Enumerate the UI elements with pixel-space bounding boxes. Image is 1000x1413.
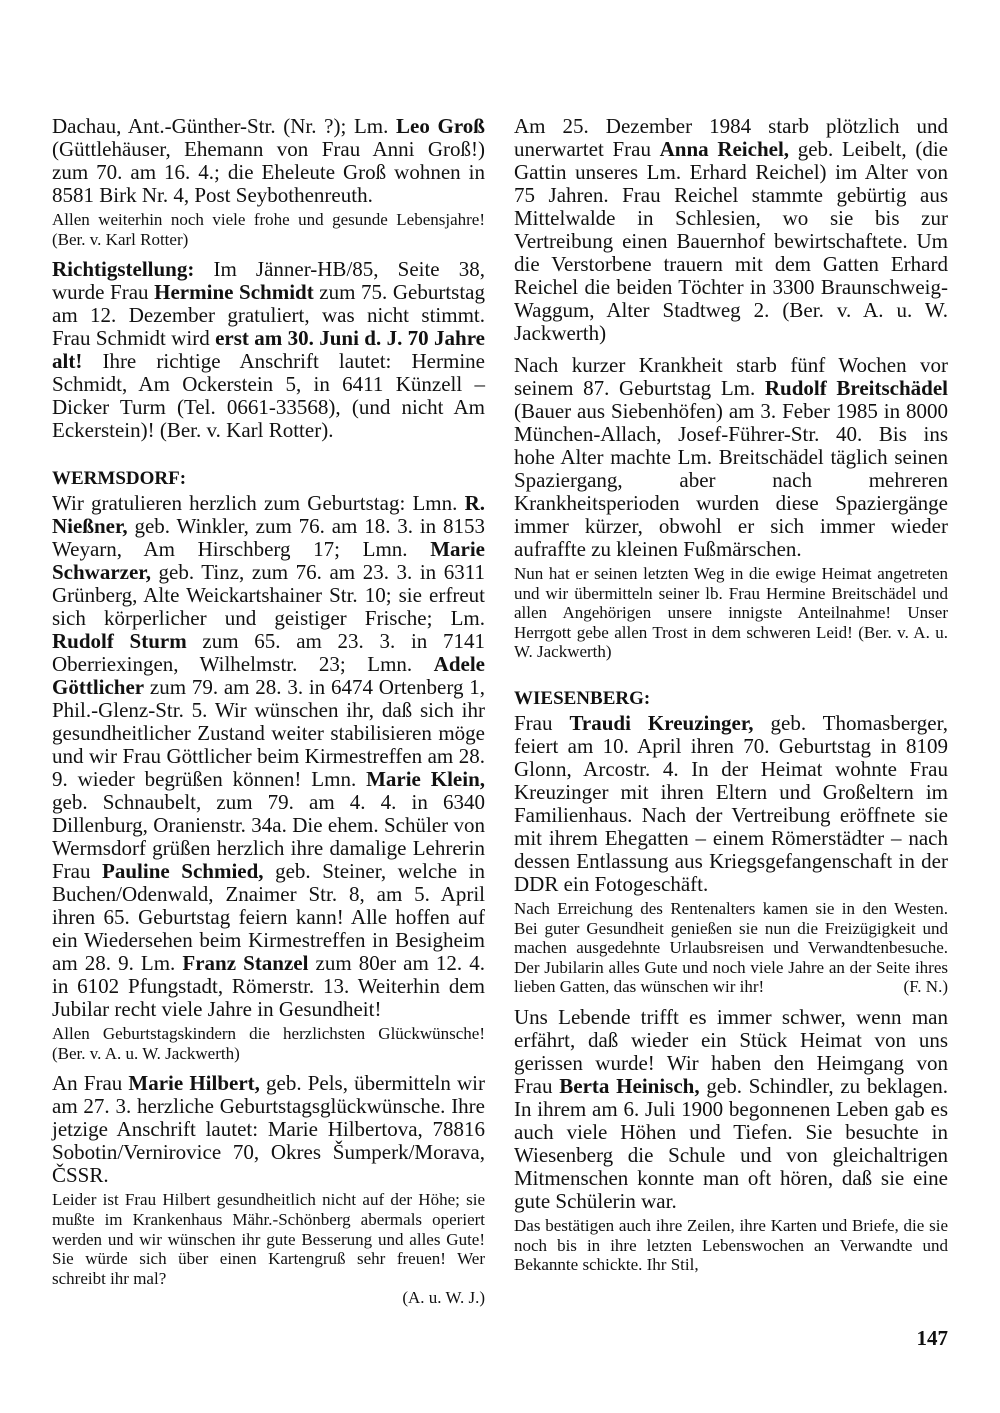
bold-name: Berta Heinisch, bbox=[559, 1073, 700, 1098]
text-run: Wir gratulieren herzlich zum Geburtstag: Lmn. bbox=[52, 491, 465, 516]
text-run: geb. Schindler, zu beklagen. In ihrem am 6. Juli 1900 begonnenen Leben gab es auch viele Höhen und Tiefen. Sie besuchte in Wiesenberg die Schule und von gleichaltrigen Mitmenschen konnte man oft hören, daß sie eine gute Schülerin war. bbox=[514, 1073, 948, 1213]
text-run: Ihre richtige Anschrift lautet: Hermine Schmidt, Am Ockerstein 5, in 6411 Künzell – Dicker Turm (Tel. 0661-33568), (und nicht Am Eckerstein)! (Ber. v. Karl Rotter). bbox=[52, 349, 485, 443]
bold-name: Rudolf Sturm bbox=[52, 629, 187, 654]
article-paragraph bbox=[514, 115, 948, 345]
note-paragraph bbox=[514, 899, 948, 997]
bold-name: Richtigstellung: bbox=[52, 257, 195, 282]
signature: (A. u. W. J.) bbox=[402, 1288, 485, 1308]
article-paragraph bbox=[52, 115, 485, 207]
left-column bbox=[52, 115, 485, 1308]
text-run: Dachau, Ant.-Günther-Str. (Nr. ?); Lm. bbox=[52, 114, 397, 138]
text-run: geb. Steiner, welche in Buchen/Odenwald, Znaimer Str. 8, am 5. April ihren 65. Geburtstag feiern kann! Alle hoffen auf ein Wiedersehen beim Kirmestreffen in Besigheim am 28. 9. Lm. bbox=[52, 859, 485, 976]
bold-name: Pauline Schmied, bbox=[102, 859, 264, 884]
text-run: zum 75. Geburtstag am 12. Dezember gratuliert, was nicht stimmt. Frau Schmidt wird bbox=[52, 280, 486, 351]
article-paragraph bbox=[514, 1006, 948, 1213]
text-run: geb. Leibelt, (die Gattin unseres Lm. Erhard Reichel) im Alter von 75 Jahren. Frau Reichel stammte gebürtig aus Mittelwalde in Schlesien, wo sie bis zur Vertreibung einen Bauernhof bewirtschaftete. Um die Verstorbene trauern mit dem Gatten Erhard Reichel die beiden Töchter in 3300 Braunschweig-Waggum, Alter Stadtweg 2. (Ber. v. A. u. W. Jackwerth) bbox=[514, 137, 948, 345]
text-run: zum 79. am 28. 3. in 6474 Ortenberg 1, Phil.-Glenz-Str. 5. Wir wünschen ihr, daß sich ihr gesundheitlicher Zustand weiter stabilisieren möge und wir Frau Göttlicher beim Kirmestreffen am 28. 9. wieder begrüßen können! Lmn. bbox=[52, 675, 485, 792]
text-run: geb. Winkler, zum 76. am 18. 3. in 8153 Weyarn, Am Hirschberg 17; Lmn. bbox=[52, 514, 485, 562]
bold-name: erst am 30. Juni d. J. 70 Jahre alt! bbox=[52, 326, 485, 374]
note-paragraph bbox=[514, 564, 948, 662]
text-run: Das bestätigen auch ihre Zeilen, ihre Karten und Briefe, die sie noch bis in ihre letzten Lebenswochen an Verwandte und Bekannte schickte. Ihr Stil, bbox=[514, 1215, 948, 1275]
bold-name: Marie Klein, bbox=[366, 767, 485, 792]
text-run: zum 65. am 23. 3. in 7141 Oberriexingen, Wilhelmstr. 23; Lmn. bbox=[52, 629, 485, 677]
text-run: geb. Pels, übermitteln wir am 27. 3. herzliche Geburtstagsglückwünsche. Ihre jetzige Anschrift lautet: Marie Hilbertova, 78816 Sobotin/Vernirovice 70, Okres Šumperk/Morava, ČSSR. bbox=[52, 1071, 485, 1188]
bold-name: Traudi Kreuzinger, bbox=[569, 710, 754, 735]
bold-name: Marie Schwarzer, bbox=[52, 537, 485, 585]
text-run: Frau bbox=[514, 710, 570, 735]
article-paragraph bbox=[514, 354, 948, 561]
text-run: Allen Geburtstagskindern die herzlichsten Glückwünsche! (Ber. v. A. u. W. Jackwerth) bbox=[52, 1024, 485, 1063]
bold-name: Rudolf Breitschädel bbox=[764, 376, 948, 400]
note-paragraph bbox=[514, 1216, 948, 1275]
text-run: Im Jänner-HB/85, Seite 38, wurde Frau bbox=[52, 257, 485, 305]
bold-name: Anna Reichel, bbox=[659, 137, 790, 161]
text-run: (Bauer aus Siebenhöfen) am 3. Feber 1985 in 8000 München-Allach, Josef-Führer-Str. 40. Bis ins hohe Alter machte Lm. Breitschädel täglich seinen Spaziergang, aber nach mehreren Krankheitsperioden wurden diese Spaziergänge immer kürzer, obwohl er sich immer wieder aufraffte zu kleinen Fußmärschen. bbox=[514, 399, 948, 561]
page-number: 147 bbox=[916, 1325, 948, 1350]
section-heading: WIESENBERG: bbox=[514, 687, 651, 709]
text-run: An Frau bbox=[52, 1071, 129, 1096]
text-run: geb. Schnaubelt, zum 79. am 4. 4. in 6340 Dillenburg, Oranienstr. 34a. Die ehem. Schüler von Wermsdorf grüßen herzlich ihre damalige Lehrerin Frau bbox=[52, 790, 485, 884]
article-paragraph bbox=[52, 492, 485, 1021]
bold-name: Franz Stanzel bbox=[182, 951, 309, 976]
article-paragraph bbox=[52, 258, 485, 442]
text-run: geb. Tinz, zum 76. am 23. 3. in 6311 Grünberg, Alte Weickartshainer Str. 10; sie erfreut sich körperlicher und geistiger Frische; Lm. bbox=[52, 560, 485, 631]
text-run: Uns Lebende trifft es immer schwer, wenn man erfährt, daß wieder ein Stück Heimat von uns gerissen wurde! Wir haben den Heimgang von Frau bbox=[514, 1004, 948, 1098]
note-paragraph bbox=[52, 210, 485, 249]
article-paragraph bbox=[514, 712, 948, 896]
text-run: zum 80er am 12. 4. in 6102 Pfungstadt, Römerstr. 13. Weiterhin dem Jubilar recht viele Jahre in Gesundheit! bbox=[52, 951, 485, 1022]
note-paragraph bbox=[52, 1024, 485, 1063]
section-heading: WERMSDORF: bbox=[52, 468, 187, 490]
text-run: Nach Erreichung des Rentenalters kamen sie in den Westen. Bei guter Gesundheit genießen sie nun die Freizügigkeit und machen ausgedehnte Urlaubsreisen und Verwandtenbesuche. Der Jubilarin alles Gute und noch viele Jahre an der Seite ihres lieben Gatten, das wünschen wir ihr! bbox=[514, 898, 948, 997]
text-run: Leider ist Frau Hilbert gesundheitlich nicht auf der Höhe; sie mußte im Krankenhaus Mähr.-Schönberg abermals operiert werden und wir wünschen ihr gute Besserung und alles Gute! Sie würde sich über einen Kartengruß sehr freuen! Wer schreibt ihr mal? bbox=[52, 1190, 485, 1288]
bold-name: Marie Hilbert, bbox=[128, 1071, 260, 1096]
right-column bbox=[514, 115, 948, 1275]
text-run: Allen weiterhin noch viele frohe und gesunde Lebensjahre! (Ber. v. Karl Rotter) bbox=[52, 210, 485, 249]
text-run: geb. Thomasberger, feiert am 10. April ihren 70. Geburtstag in 8109 Glonn, Arcostr. 4. In der Heimat wohnte Frau Kreuzinger mit ihren Eltern und Großeltern im Familienhaus. Nach der Vertreibung eröffnete sie mit ihrem Ehegatten – einem Römerstädter – nach dessen Entlassung aus Kriegsgefangenschaft in der DDR ein Fotogeschäft. bbox=[514, 710, 948, 896]
page-footer bbox=[0, 1308, 948, 1391]
article-paragraph bbox=[52, 1072, 485, 1187]
signature: (F. N.) bbox=[903, 977, 948, 997]
bold-name: Hermine Schmidt bbox=[154, 280, 314, 305]
text-run: Nach kurzer Krankheit starb fünf Wochen vor seinem 87. Geburtstag Lm. bbox=[514, 353, 948, 400]
note-paragraph bbox=[52, 1190, 485, 1308]
text-run: Nun hat er seinen letzten Weg in die ewige Heimat angetreten und wir übermitteln seiner lb. Frau Hermine Breitschädel und allen Angehörigen unsere innigste Anteilnahme! Unser Herrgott gebe allen Trost in dem schweren Leid! (Ber. v. A. u. W. Jackwerth) bbox=[514, 564, 948, 662]
bold-name: R. Nießner, bbox=[52, 491, 485, 539]
text-run: (Güttlehäuser, Ehemann von Frau Anni Groß!) zum 70. am 16. 4.; die Eheleute Groß wohnen in 8581 Birk Nr. 4, Post Seybothenreuth. bbox=[52, 137, 485, 207]
bold-name: Adele Göttlicher bbox=[52, 652, 485, 700]
text-run: Am 25. Dezember 1984 starb plötzlich und unerwartet Frau bbox=[514, 114, 948, 161]
bold-name: Leo Groß bbox=[396, 114, 485, 138]
